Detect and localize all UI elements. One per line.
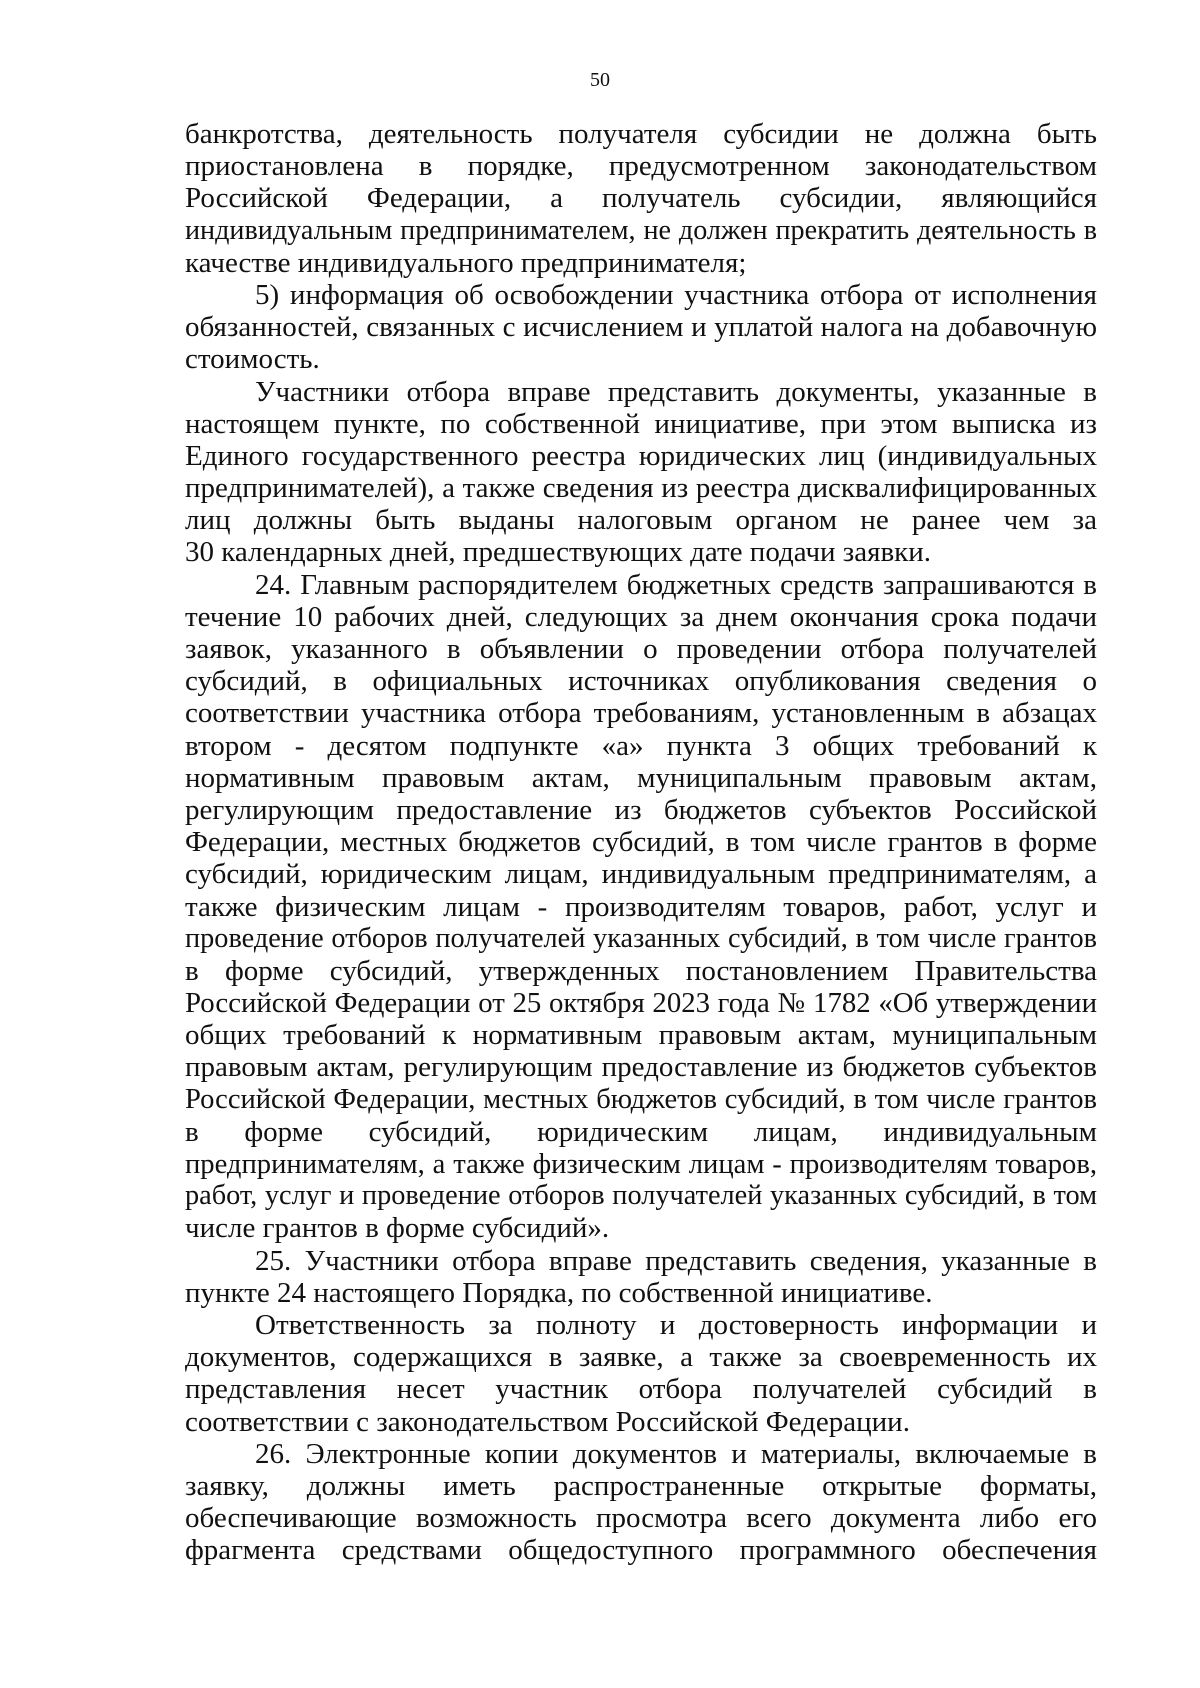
text-line: документов, содержащихся в заявке, а также за своевременность их <box>185 1341 1097 1374</box>
document-body <box>185 118 1097 1566</box>
text-line: числе грантов в форме субсидий». <box>185 1212 610 1245</box>
text-line: предпринимателям, а также физическим лицам - производителям товаров, <box>185 1148 1097 1180</box>
text-line: обязанностей, связанных с исчислением и уплатой налога на добавочную <box>185 311 1097 344</box>
text-line: лиц должны быть выданы налоговым органом не ранее чем за <box>185 504 1097 537</box>
text-line: индивидуальным предпринимателем, не должен прекратить деятельность в <box>185 214 1097 246</box>
text-line: нормативным правовым актам, муниципальным правовым актам, <box>185 761 1097 794</box>
text-line: представления несет участник отбора получателей субсидий в <box>185 1373 1097 1406</box>
text-line: Российской Федерации от 25 октября 2023 года № 1782 «Об утверждении <box>185 987 1097 1020</box>
text-line: фрагмента средствами общедоступного программного обеспечения <box>185 1534 1097 1567</box>
text-line: соответствии с законодательством Российской Федерации. <box>185 1405 910 1438</box>
text-line: также физическим лицам - производителям товаров, работ, услуг и <box>185 890 1097 923</box>
text-line: Российской Федерации, а получатель субсидии, являющийся <box>185 182 1097 215</box>
text-line: Единого государственного реестра юридических лиц (индивидуальных <box>185 439 1097 472</box>
text-line: 30 календарных дней, предшествующих дате подачи заявки. <box>185 536 932 569</box>
text-line: работ, услуг и проведение отборов получателей указанных субсидий, в том <box>185 1180 1097 1212</box>
text-line: Федерации, местных бюджетов субсидий, в том числе грантов в форме <box>185 826 1097 859</box>
text-line: в форме субсидий, юридическим лицам, индивидуальным <box>185 1115 1097 1148</box>
text-line: 5) информация об освобождении участника отбора от исполнения <box>255 278 1097 311</box>
text-line: настоящем пункте, по собственной инициативе, при этом выписка из <box>185 407 1097 440</box>
text-line: субсидий, в официальных источниках опубликования сведения о <box>185 665 1097 698</box>
text-line: предпринимателей), а также сведения из реестра дисквалифицированных <box>185 472 1097 505</box>
text-line: обеспечивающие возможность просмотра всего документа либо его <box>185 1502 1097 1535</box>
text-line: общих требований к нормативным правовым актам, муниципальным <box>185 1019 1097 1052</box>
text-line: регулирующим предоставление из бюджетов субъектов Российской <box>185 793 1097 826</box>
text-line: пункте 24 настоящего Порядка, по собственной инициативе. <box>185 1276 933 1309</box>
text-line: приостановлена в порядке, предусмотренном законодательством <box>185 150 1097 183</box>
text-line: заявку, должны иметь распространенные открытые форматы, <box>185 1469 1097 1502</box>
text-line: 26. Электронные копии документов и материалы, включаемые в <box>255 1437 1097 1470</box>
text-line: течение 10 рабочих дней, следующих за днем окончания срока подачи <box>185 600 1097 633</box>
text-line: в форме субсидий, утвержденных постановлением Правительства <box>185 954 1097 987</box>
text-line: 24. Главным распорядителем бюджетных средств запрашиваются в <box>255 568 1097 601</box>
text-line: проведение отборов получателей указанных субсидий, в том числе грантов <box>185 922 1097 954</box>
text-line: качестве индивидуального предпринимателя; <box>185 246 747 279</box>
text-line: Участники отбора вправе представить документы, указанные в <box>255 375 1097 408</box>
text-line: правовым актам, регулирующим предоставление из бюджетов субъектов <box>185 1051 1097 1084</box>
text-line: банкротства, деятельность получателя субсидии не должна быть <box>185 118 1097 150</box>
text-line: субсидий, юридическим лицам, индивидуальным предпринимателям, а <box>185 858 1097 891</box>
text-line: заявок, указанного в объявлении о проведении отбора получателей <box>185 633 1097 665</box>
text-line: 25. Участники отбора вправе представить сведения, указанные в <box>255 1244 1097 1277</box>
text-line: Ответственность за полноту и достоверность информации и <box>255 1308 1097 1341</box>
text-line: Российской Федерации, местных бюджетов субсидий, в том числе грантов <box>185 1083 1097 1115</box>
text-line: стоимость. <box>185 343 320 376</box>
text-line: соответствии участника отбора требованиям, установленным в абзацах <box>185 697 1097 730</box>
page-number: 50 <box>590 69 610 91</box>
text-line: втором - десятом подпункте «а» пункта 3 общих требований к <box>185 729 1097 762</box>
